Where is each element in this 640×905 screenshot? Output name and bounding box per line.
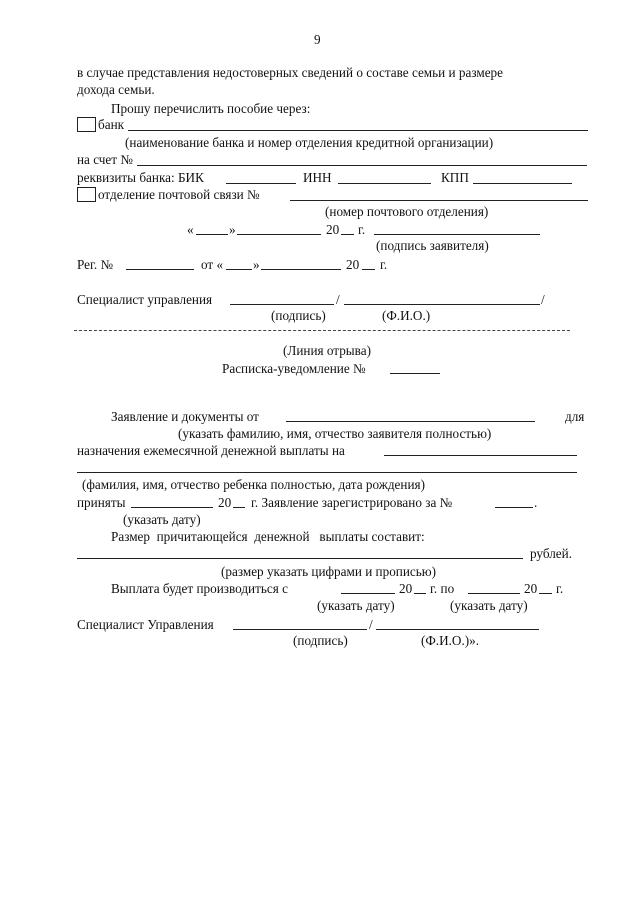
sign-day-field[interactable] [196, 234, 228, 235]
applicant-sign-hint: (подпись заявителя) [376, 238, 489, 253]
registered-text: г. Заявление зарегистрировано за № [251, 495, 453, 510]
account-label: на счет № [77, 152, 133, 167]
specialist2-fio-field[interactable] [376, 629, 539, 630]
post-label: отделение почтовой связи № [98, 187, 260, 202]
payment-end-year-field[interactable] [539, 593, 552, 594]
payment-to: г. по [430, 581, 455, 596]
sign-date-close: » [229, 222, 236, 237]
bank-checkbox[interactable] [77, 117, 96, 132]
reg-month-field[interactable] [261, 269, 341, 270]
sign-year-prefix: 20 [326, 222, 340, 237]
purpose-field[interactable] [384, 455, 577, 456]
page-number: 9 [314, 32, 321, 47]
accepted-date-field[interactable] [131, 507, 213, 508]
amount-rubles: рублей. [530, 546, 573, 561]
registered-period: . [534, 495, 538, 510]
bank-hint: (наименование банка и номер отделения кредитной организации) [125, 135, 494, 150]
payment-start-year: 20 [399, 581, 413, 596]
payment-end-hint: (указать дату) [450, 598, 528, 613]
account-field[interactable] [137, 165, 587, 166]
intro-line-1: в случае представления недостоверных сведений о составе семьи и размере [77, 65, 503, 80]
payment-start-field[interactable] [341, 593, 395, 594]
reg-label: Рег. № [77, 257, 114, 272]
sign-month-field[interactable] [237, 234, 321, 235]
child-info-hint: (фамилия, имя, отчество ребенка полностью, дата рождения) [82, 477, 425, 492]
reg-day-field[interactable] [226, 269, 252, 270]
specialist-slash: / [336, 292, 340, 307]
application-text: Заявление и документы от [111, 409, 259, 424]
applicant-name-hint: (указать фамилию, имя, отчество заявителя полностью) [178, 426, 492, 441]
application-for: для [565, 409, 585, 424]
specialist-label: Специалист управления [77, 292, 213, 307]
accepted-year-prefix: 20 [218, 495, 232, 510]
specialist-signature-field[interactable] [230, 304, 334, 305]
purpose-text: назначения ежемесячной денежной выплаты на [77, 443, 345, 458]
post-field[interactable] [290, 200, 588, 201]
specialist-slash-end: / [541, 292, 545, 307]
bank-name-field[interactable] [128, 130, 588, 131]
reg-year-field[interactable] [362, 269, 375, 270]
reg-number-field[interactable] [126, 269, 194, 270]
bik-field[interactable] [226, 183, 296, 184]
request-text: Прошу перечислить пособие через: [111, 101, 311, 116]
applicant-signature-field[interactable] [374, 234, 540, 235]
bank-details-label: реквизиты банка: БИК [77, 170, 204, 185]
payment-end-field[interactable] [468, 593, 520, 594]
accepted-date-hint: (указать дату) [123, 512, 201, 527]
payment-text: Выплата будет производиться с [111, 581, 288, 596]
payment-start-year-field[interactable] [414, 593, 426, 594]
specialist-fio-field[interactable] [344, 304, 540, 305]
specialist-fio-hint: (Ф.И.О.) [382, 308, 431, 323]
application-applicant-field[interactable] [286, 421, 535, 422]
amount-field[interactable] [77, 558, 523, 559]
payment-start-hint: (указать дату) [317, 598, 395, 613]
cut-line-label: (Линия отрыва) [283, 343, 371, 358]
specialist2-label: Специалист Управления [77, 617, 214, 632]
reg-from: от « [201, 257, 224, 272]
accepted-year-field[interactable] [233, 507, 245, 508]
registration-number-field[interactable] [495, 507, 533, 508]
payment-end-year: 20 [524, 581, 538, 596]
sign-date-open: « [187, 222, 194, 237]
specialist-sign-hint: (подпись) [271, 308, 326, 323]
reg-year-suffix: г. [380, 257, 388, 272]
specialist2-sign-hint: (подпись) [293, 633, 348, 648]
kpp-field[interactable] [473, 183, 572, 184]
specialist2-fio-hint: (Ф.И.О.)». [421, 633, 480, 648]
amount-hint: (размер указать цифрами и прописью) [221, 564, 437, 579]
sign-year-field[interactable] [341, 234, 354, 235]
post-hint: (номер почтового отделения) [325, 204, 489, 219]
receipt-title: Расписка-уведомление № [222, 361, 366, 376]
cut-line-separator [74, 330, 570, 331]
inn-label: ИНН [303, 170, 332, 185]
intro-line-2: дохода семьи. [77, 82, 155, 97]
specialist2-slash: / [369, 617, 373, 632]
amount-text: Размер причитающейся денежной выплаты составит: [111, 529, 425, 544]
specialist2-signature-field[interactable] [233, 629, 367, 630]
accepted-label: приняты [77, 495, 126, 510]
kpp-label: КПП [441, 170, 469, 185]
receipt-number-field[interactable] [390, 373, 440, 374]
inn-field[interactable] [338, 183, 431, 184]
post-checkbox[interactable] [77, 187, 96, 202]
bank-label: банк [98, 117, 125, 132]
reg-close: » [253, 257, 260, 272]
sign-year-suffix: г. [358, 222, 366, 237]
reg-year-prefix: 20 [346, 257, 360, 272]
payment-end-suffix: г. [556, 581, 564, 596]
child-info-field[interactable] [77, 472, 577, 473]
